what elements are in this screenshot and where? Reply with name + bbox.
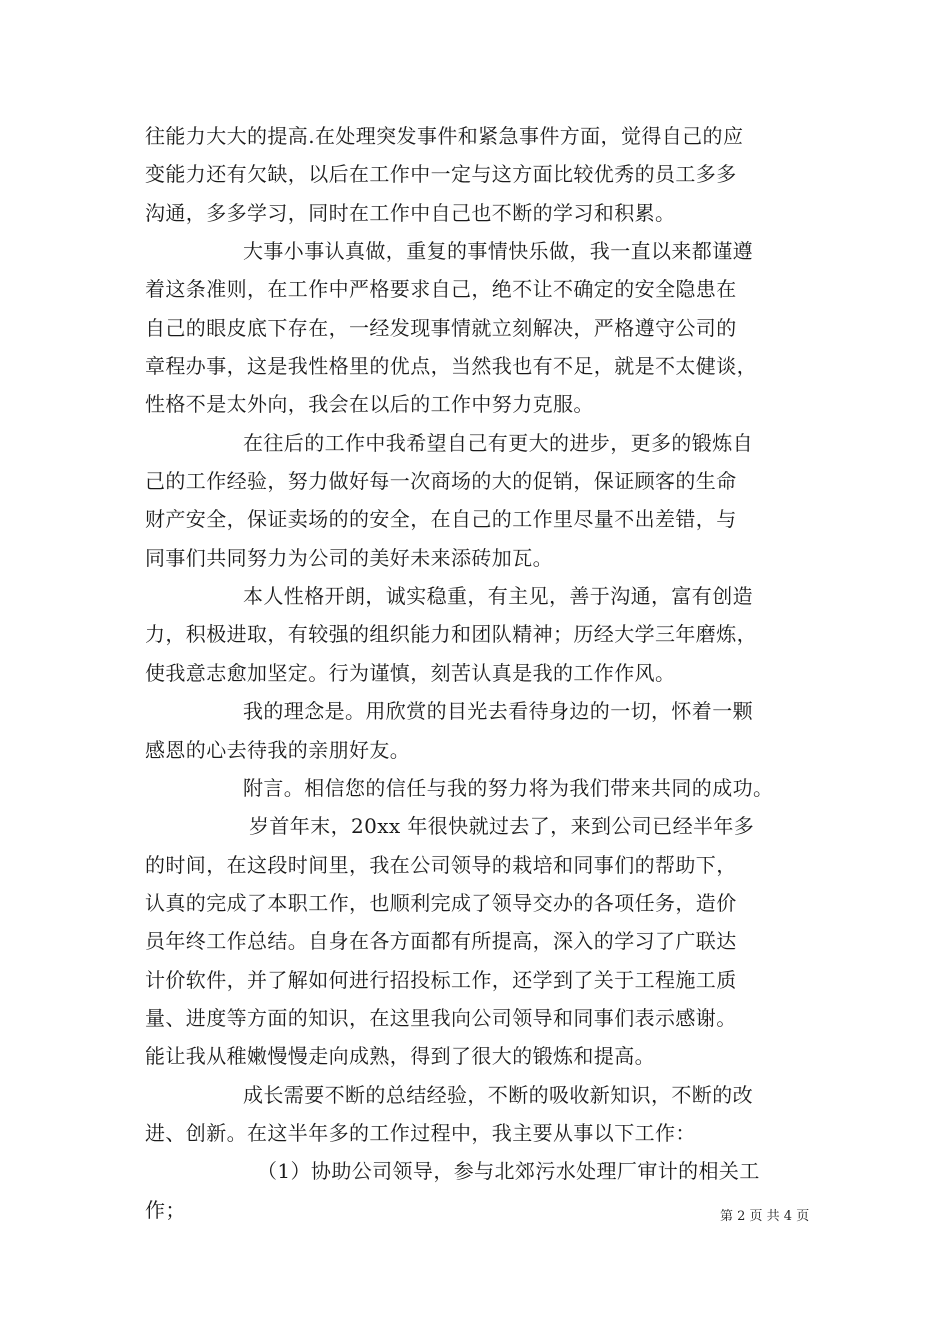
paragraph-start-line: 附言。相信您的信任与我的努力将为我们带来共同的成功。 bbox=[243, 775, 774, 800]
text-line: 使我意志愈加坚定。行为谨慎，刻苦认真是我的工作作风。 bbox=[145, 660, 676, 685]
text-line: 章程办事，这是我性格里的优点，当然我也有不足，就是不太健谈， bbox=[145, 354, 757, 379]
document-body bbox=[145, 117, 815, 1229]
paragraph-start-line: 成长需要不断的总结经验，不断的吸收新知识，不断的改 bbox=[243, 1082, 753, 1107]
text-line: 感恩的心去待我的亲朋好友。 bbox=[145, 737, 411, 762]
text-line: 进、创新。在这半年多的工作过程中，我主要从事以下工作： bbox=[145, 1120, 696, 1145]
text-line: 财产安全，保证卖场的的安全，在自己的工作里尽量不出差错，与 bbox=[145, 507, 737, 532]
text-line: 性格不是太外向，我会在以后的工作中努力克服。 bbox=[145, 392, 594, 417]
text-line: 员年终工作总结。自身在各方面都有所提高，深入的学习了广联达 bbox=[145, 929, 737, 954]
text-line: 认真的完成了本职工作，也顺利完成了领导交办的各项任务，造价 bbox=[145, 890, 737, 915]
list-item-line: （1）协助公司领导，参与北郊污水处理厂审计的相关工 bbox=[257, 1159, 760, 1184]
paragraph-start-line: 大事小事认真做，重复的事情快乐做，我一直以来都谨遵 bbox=[243, 239, 753, 264]
text-line: 己的工作经验，努力做好每一次商场的大的促销，保证顾客的生命 bbox=[145, 469, 737, 494]
text-line: 计价软件，并了解如何进行招投标工作，还学到了关于工程施工质 bbox=[145, 967, 737, 992]
text-line: 能让我从稚嫩慢慢走向成熟，得到了很大的锻炼和提高。 bbox=[145, 1044, 655, 1069]
page-number-footer: 第 2 页 共 4 页 bbox=[720, 1209, 810, 1224]
paragraph-start-line: 岁首年末，20xx 年很快就过去了，来到公司已经半年多 bbox=[249, 814, 755, 839]
text-line: 量、进度等方面的知识，在这里我向公司领导和同事们表示感谢。 bbox=[145, 1005, 737, 1030]
text-line: 力，积极进取，有较强的组织能力和团队精神；历经大学三年磨炼， bbox=[145, 622, 757, 647]
paragraph-start-line: 本人性格开朗，诚实稳重，有主见，善于沟通，富有创造 bbox=[243, 584, 753, 609]
text-line: 沟通，多多学习，同时在工作中自己也不断的学习和积累。 bbox=[145, 200, 676, 225]
text-line: 变能力还有欠缺，以后在工作中一定与这方面比较优秀的员工多多 bbox=[145, 162, 737, 187]
text-line: 同事们共同努力为公司的美好未来添砖加瓦。 bbox=[145, 545, 553, 570]
text-line: 作； bbox=[145, 1197, 186, 1222]
paragraph-start-line: 我的理念是。用欣赏的目光去看待身边的一切，怀着一颗 bbox=[243, 699, 753, 724]
text-line: 着这条准则，在工作中严格要求自己，绝不让不确定的安全隐患在 bbox=[145, 277, 737, 302]
text-line: 的时间，在这段时间里，我在公司领导的栽培和同事们的帮助下， bbox=[145, 852, 737, 877]
paragraph-start-line: 在往后的工作中我希望自己有更大的进步，更多的锻炼自 bbox=[243, 430, 753, 455]
text-line: 往能力大大的提高.在处理突发事件和紧急事件方面，觉得自己的应 bbox=[145, 124, 744, 148]
text-line: 自己的眼皮底下存在，一经发现事情就立刻解决，严格遵守公司的 bbox=[145, 315, 737, 340]
